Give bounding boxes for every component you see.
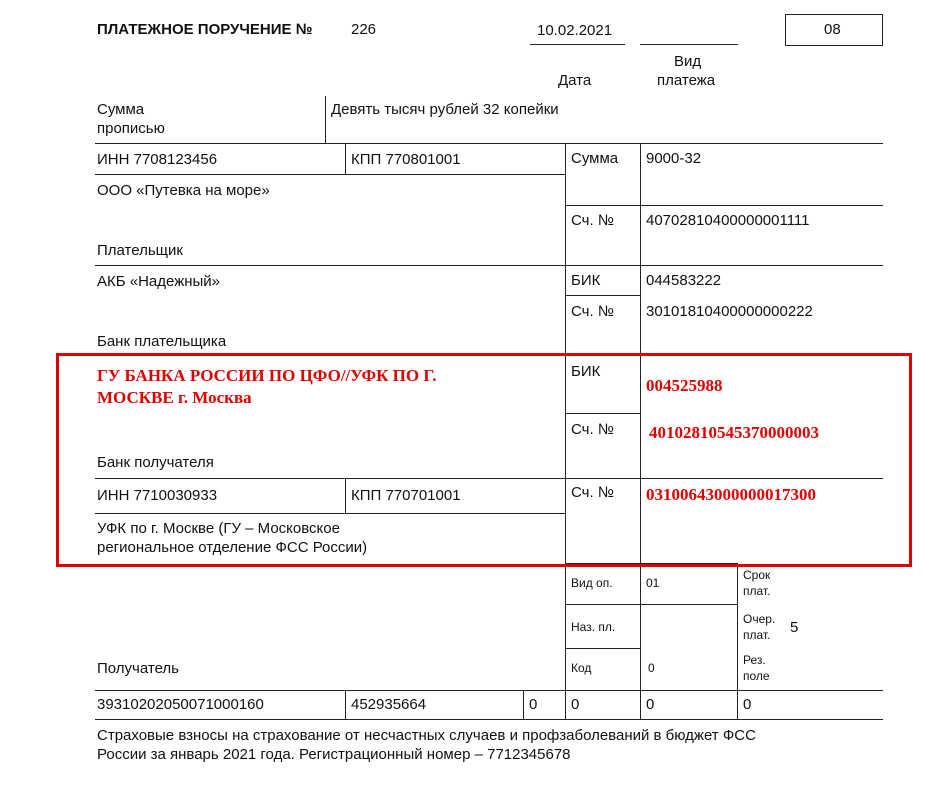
rule-sum bbox=[565, 205, 883, 206]
order-label-2: плат. bbox=[743, 628, 771, 642]
recipient-label: Получатель bbox=[97, 660, 179, 677]
amount-divider bbox=[325, 96, 326, 143]
term-label-1: Срок bbox=[743, 568, 771, 582]
payment-type-label-2: платежа bbox=[657, 72, 716, 89]
payer-inn: ИНН 7708123456 bbox=[97, 151, 218, 168]
rule-payer-inn bbox=[95, 174, 565, 175]
kbk-value: 39310202050071000160 bbox=[97, 696, 264, 713]
amount-words-label-1: Сумма bbox=[97, 101, 145, 118]
amount-words-label-2: прописью bbox=[97, 120, 165, 137]
rule-tax-bottom bbox=[95, 719, 883, 720]
recipient-bank-account-label: Сч. № bbox=[571, 421, 614, 438]
order-value: 5 bbox=[790, 619, 799, 636]
payment-type-underline bbox=[640, 44, 738, 45]
vline-codes-1 bbox=[640, 563, 641, 690]
recipient-name-1: УФК по г. Москве (ГУ – Московское bbox=[97, 520, 340, 537]
oktmo-value: 452935664 bbox=[351, 696, 427, 713]
res-field-label-1: Рез. bbox=[743, 653, 766, 667]
res-field-label-2: поле bbox=[743, 669, 770, 683]
op-type-label: Вид оп. bbox=[571, 576, 613, 590]
tax-divider-3 bbox=[565, 690, 566, 719]
recipient-inn: ИНН 7710030933 bbox=[97, 487, 218, 504]
payer-bank-name: АКБ «Надежный» bbox=[97, 273, 221, 290]
form-code: 08 bbox=[824, 21, 841, 38]
term-label-2: плат. bbox=[743, 584, 771, 598]
recipient-highlight-frame bbox=[56, 353, 912, 567]
payer-label: Плательщик bbox=[97, 242, 183, 259]
rule-payer-bik bbox=[565, 295, 640, 296]
rule-codes-1 bbox=[565, 604, 737, 605]
recipient-kpp: КПП 770701001 bbox=[351, 487, 461, 504]
payer-bank-account-value: 30101810400000000222 bbox=[646, 303, 813, 320]
code-value: 0 bbox=[648, 661, 655, 675]
recipient-account-value: 03100643000000017300 bbox=[646, 485, 816, 504]
code-label: Код bbox=[571, 661, 592, 675]
payer-bank-bik-value: 044583222 bbox=[646, 272, 722, 289]
purpose-code-label: Наз. пл. bbox=[571, 620, 616, 634]
recipient-bank-name-1: ГУ БАНКА РОССИИ ПО ЦФО//УФК ПО Г. bbox=[97, 366, 437, 385]
document-number: 226 bbox=[351, 21, 377, 38]
rule-codes-2 bbox=[565, 648, 640, 649]
payer-bank-label: Банк плательщика bbox=[97, 333, 227, 350]
payer-account-value: 40702810400000001111 bbox=[646, 212, 810, 229]
tax-divider-4 bbox=[640, 690, 641, 719]
amount-words-value: Девять тысяч рублей 32 копейки bbox=[331, 101, 559, 118]
recipient-name-2: региональное отделение ФСС России) bbox=[97, 539, 368, 556]
vline-codes-2 bbox=[737, 563, 738, 690]
recipient-bank-account-value: 40102810545370000003 bbox=[649, 423, 819, 442]
recipient-bank-name-2: МОСКВЕ г. Москва bbox=[97, 388, 252, 407]
tax-divider-2 bbox=[523, 690, 524, 719]
document-title: ПЛАТЕЖНОЕ ПОРУЧЕНИЕ № bbox=[97, 21, 313, 38]
tax-divider-5 bbox=[737, 690, 738, 719]
date-underline bbox=[530, 44, 625, 45]
payer-bank-bik-label: БИК bbox=[571, 272, 601, 289]
payer-account-label: Сч. № bbox=[571, 212, 614, 229]
recipient-account-label: Сч. № bbox=[571, 484, 614, 501]
op-type-value: 01 bbox=[646, 576, 660, 590]
tax-field-2: 0 bbox=[571, 696, 580, 713]
rule-amount bbox=[95, 143, 883, 144]
payer-sum-value: 9000-32 bbox=[646, 150, 702, 167]
tax-field-3: 0 bbox=[646, 696, 655, 713]
date-label: Дата bbox=[558, 72, 592, 89]
recipient-bank-label: Банк получателя bbox=[97, 454, 214, 471]
payer-inn-divider bbox=[345, 143, 346, 174]
tax-field-4: 0 bbox=[743, 696, 752, 713]
purpose-line-1: Страховые взносы на страхование от несчастных случаев и профзаболеваний в бюджет ФСС bbox=[97, 727, 756, 744]
payer-bank-account-label: Сч. № bbox=[571, 303, 614, 320]
recipient-bank-bik-value: 004525988 bbox=[646, 376, 723, 395]
payer-name: ООО «Путевка на море» bbox=[97, 182, 270, 199]
rule-payer bbox=[95, 265, 883, 266]
payment-type-label-1: Вид bbox=[674, 53, 702, 70]
tax-divider-1 bbox=[345, 690, 346, 719]
payer-sum-label: Сумма bbox=[571, 150, 619, 167]
tax-field-1: 0 bbox=[529, 696, 538, 713]
recipient-bank-bik-label: БИК bbox=[571, 363, 601, 380]
order-label-1: Очер. bbox=[743, 612, 776, 626]
purpose-line-2: России за январь 2021 года. Регистрационный номер – 7712345678 bbox=[97, 746, 571, 763]
document-date: 10.02.2021 bbox=[537, 22, 613, 39]
rule-tax-top bbox=[95, 690, 883, 691]
payer-kpp: КПП 770801001 bbox=[351, 151, 461, 168]
